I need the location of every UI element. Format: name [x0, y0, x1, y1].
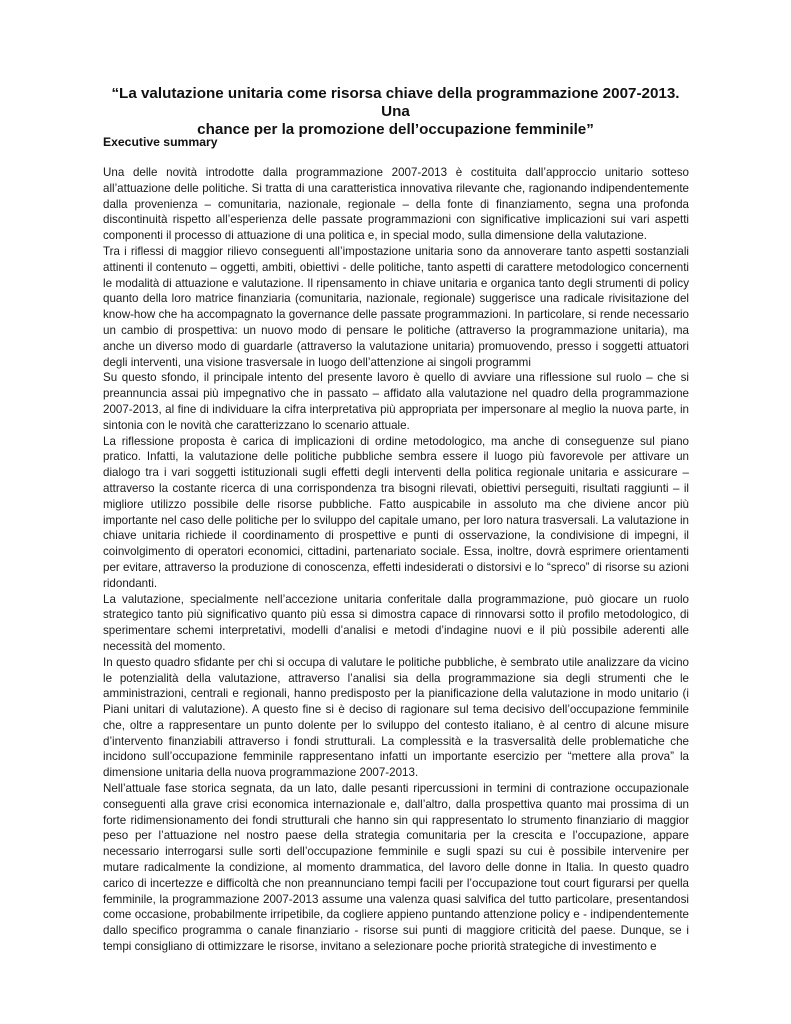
body-paragraph: Nell’attuale fase storica segnata, da un lato, dalle pesanti ripercussioni in termini di contrazione occupazionale conseguenti alla grave crisi economica internazionale e, dall’altro, dalla prospettiva quanto mai prossima di un forte ridimensionamento dei fondi strutturali che hanno sin qui rappresentato lo strumento finanziario di maggior peso per l’attuazione nel nostro paese della strategia comunitaria per la crescita e l’occupazione, appare necessario interrogarsi sulle sorti dell’occupazione femminile e sugli spazi su cui è possibile intervenire per mutare radicalmente la condizione, al momento drammatica, del lavoro delle donne in Italia. In questo quadro carico di incertezze e difficoltà che non preannunciano tempi facili per l’occupazione tout court figurarsi per quella femminile, la programmazione 2007-2013 assume una valenza quasi salvifica del tutto particolare, presentandosi come occasione, probabilmente irripetibile, da cogliere appieno puntando attenzione policy e - indipendentemente dallo specifico programma o canale finanziario - risorse sui punti di maggiore criticità del paese. Dunque, se i tempi consigliano di ottimizzare le risorse, invitano a selezionare poche priorità strategiche di investimento e — [103, 782, 689, 954]
document-title-line-1: “La valutazione unitaria come risorsa chiave della programmazione 2007-2013. Una — [111, 85, 680, 120]
body-paragraph: Una delle novità introdotte dalla programmazione 2007-2013 è costituita dall’approccio unitario sotteso all’attuazione delle politiche. Si tratta di una caratteristica innovativa rilevante che, ragionando indipendentemente dalla provenienza – comunitaria, nazionale, regionale – della fonte di finanziamento, segna una profonda discontinuità rispetto all’esperienza delle passate programmazioni con significative implicazioni sui vari aspetti componenti il processo di attuazione di una politica e, in special modo, sulla dimensione della valutazione. — [103, 166, 689, 243]
document-body — [103, 165, 689, 955]
section-heading: Executive summary — [103, 135, 218, 149]
body-paragraph: Tra i riflessi di maggior rilievo conseguenti all’impostazione unitaria sono da annoverare tanto aspetti sostanziali attinenti il contenuto – oggetti, ambiti, obiettivi - delle politiche, tanto aspetti di carattere metodologico concernenti le modalità di attuazione e valutazione. Il ripensamento in chiave unitaria e organica tanto degli strumenti di policy quanto della loro matrice finanziaria (comunitaria, nazionale, regionale) suggerisce una radicale rivisitazione del know-how che ha accompagnato la governance delle passate programmazioni. In particolare, si rende necessario un cambio di prospettiva: un nuovo modo di pensare le politiche (attraverso la programmazione unitaria), ma anche un diverso modo di guardarle (attraverso la valutazione unitaria) promuovendo, presso i soggetti attuatori degli interventi, una visione trasversale in luogo dell’attenzione ai singoli programmi — [103, 244, 689, 369]
body-paragraph: La valutazione, specialmente nell’accezione unitaria conferitale dalla programmazione, può giocare un ruolo strategico tanto più significativo quanto più essa si dimostra capace di rinnovarsi sotto il profilo metodologico, di sperimentare schemi interpretativi, modelli d’analisi e metodi d’indagine nuovi e il più possibile aderenti alle necessità del momento. — [103, 592, 689, 653]
body-paragraph: La riflessione proposta è carica di implicazioni di ordine metodologico, ma anche di conseguenze sul piano pratico. Infatti, la valutazione delle politiche pubbliche sembra essere il luogo più favorevole per attivare un dialogo tra i vari soggetti istituzionali sugli effetti degli interventi della politica regionale unitaria e assicurare – attraverso la costante ricerca di una corrispondenza tra bisogni rilevati, obiettivi perseguiti, risultati raggiunti – il migliore utilizzo possibile delle risorse pubbliche. Fatto auspicabile in assoluto ma che diviene ancor più importante nel caso delle politiche per lo sviluppo del capitale umano, per loro natura trasversali. La valutazione in chiave unitaria richiede il coordinamento di prospettive e punti di osservazione, la condivisione di impegni, il coinvolgimento di operatori economici, cittadini, partenariato sociale. Essa, inoltre, dovrà esprimere orientamenti per evitare, attraverso la produzione di conoscenza, effetti indesiderati o distorsivi e lo “spreco” di risorse su azioni ridondanti. — [103, 434, 689, 590]
document-title-line-2: chance per la promozione dell’occupazione femminile” — [197, 121, 594, 138]
document-title — [96, 85, 695, 139]
body-paragraph: In questo quadro sfidante per chi si occupa di valutare le politiche pubbliche, è sembrato utile analizzare da vicino le potenzialità della valutazione, attraverso l’analisi sia della programmazione sia degli strumenti che le amministrazioni, centrali e regionali, hanno predisposto per la pianificazione della valutazione in modo unitario (i Piani unitari di valutazione). A questo fine si è deciso di ragionare sul tema decisivo dell’occupazione femminile che, oltre a rappresentare un punto dolente per lo sviluppo del contesto italiano, è al centro di alcune misure d’intervento finanziabili attraverso i fondi strutturali. La complessità e la trasversalità delle problematiche che incidono sull’occupazione femminile rappresentano infatti un importante esercizio per “mettere alla prova” la dimensione unitaria della nuova programmazione 2007-2013. — [103, 655, 689, 780]
body-paragraph: Su questo sfondo, il principale intento del presente lavoro è quello di avviare una riflessione sul ruolo – che si preannuncia assai più impegnativo che in passato – affidato alla valutazione nel quadro della programmazione 2007-2013, al fine di individuare la cifra interpretativa più appropriata per impersonare al meglio la nuova parte, in sintonia con le novità che caratterizzano lo scenario attuale. — [103, 371, 689, 432]
